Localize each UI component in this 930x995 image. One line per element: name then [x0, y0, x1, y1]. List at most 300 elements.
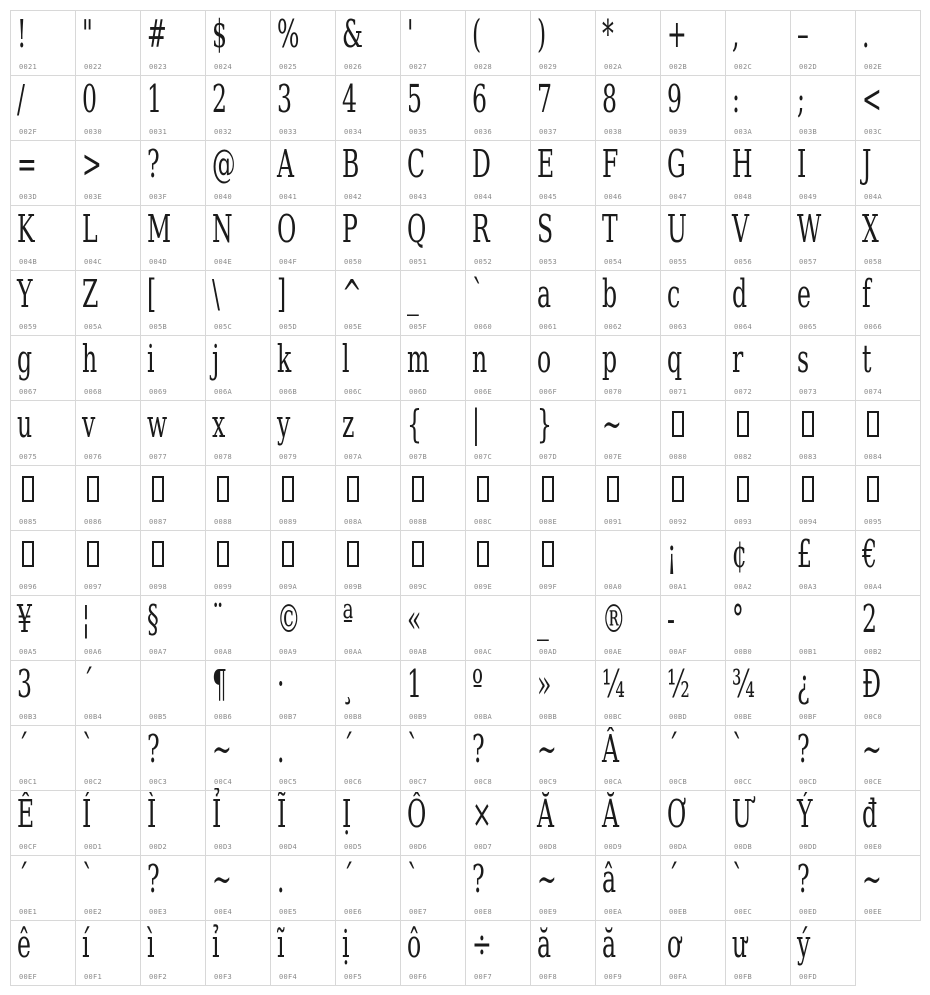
glyph-cell-0064 [726, 271, 791, 336]
glyph-char: Ê [17, 792, 35, 836]
glyph-code-label: 00B5 [149, 713, 168, 721]
glyph-char: ´ [667, 727, 679, 771]
glyph-char: « [407, 597, 422, 641]
glyph-cell-0058 [856, 206, 921, 271]
glyph-char: Ư [732, 792, 752, 836]
glyph-cell-0071 [661, 336, 726, 401]
glyph-code-label: 00A3 [799, 583, 818, 591]
glyph-cell-0054 [596, 206, 661, 271]
glyph-cell-00D2 [141, 791, 206, 856]
glyph-code-label: 0075 [19, 453, 38, 461]
glyph-cell-00E0 [856, 791, 921, 856]
glyph-code-label: 00A8 [214, 648, 233, 656]
glyph-cell-009C [401, 531, 466, 596]
glyph-cell-00EA [596, 856, 661, 921]
glyph-char: V [732, 207, 750, 251]
glyph-char: n [472, 337, 488, 381]
glyph-code-label: 0028 [474, 63, 493, 71]
glyph-code-label: 0066 [864, 323, 883, 331]
glyph-code-label: 00D6 [409, 843, 428, 851]
glyph-code-label: 0042 [344, 193, 363, 201]
glyph-char: g [17, 337, 33, 381]
glyph-code-label: 0031 [149, 128, 168, 136]
glyph-code-label: 0051 [409, 258, 428, 266]
glyph-cell-006F [531, 336, 596, 401]
glyph-code-label: 002C [734, 63, 753, 71]
glyph-char: ¿ [797, 662, 810, 706]
notdef-box-icon [672, 476, 684, 502]
glyph-cell-00FD [791, 921, 856, 986]
glyph-code-label: 00CC [734, 778, 753, 786]
glyph-code-label: 0053 [539, 258, 558, 266]
notdef-box-icon [347, 541, 359, 567]
glyph-char: v [82, 402, 96, 446]
glyph-code-label: 00A9 [279, 648, 298, 656]
glyph-code-label: 00E6 [344, 908, 363, 916]
notdef-box-icon [22, 541, 34, 567]
glyph-cell-002E [856, 11, 921, 76]
glyph-cell-0095 [856, 466, 921, 531]
glyph-char: ê [17, 922, 31, 966]
glyph-char: ` [732, 727, 744, 771]
glyph-cell-0076 [76, 401, 141, 466]
glyph-char: º [472, 662, 484, 706]
glyph-char: 3 [17, 662, 32, 706]
notdef-box-icon [152, 476, 164, 502]
glyph-char: ½ [667, 662, 690, 706]
glyph-code-label: 00C4 [214, 778, 233, 786]
glyph-cell-00A8 [206, 596, 271, 661]
glyph-char: l [342, 337, 350, 381]
glyph-char: ? [147, 142, 160, 186]
glyph-code-label: 00B7 [279, 713, 298, 721]
notdef-box-icon [347, 476, 359, 502]
glyph-char: _ [407, 272, 419, 316]
glyph-cell-009E [466, 531, 531, 596]
glyph-cell-00AE [596, 596, 661, 661]
glyph-cell-003A [726, 76, 791, 141]
glyph-cell-008A [336, 466, 401, 531]
glyph-cell-0067 [11, 336, 76, 401]
glyph-code-label: 0035 [409, 128, 428, 136]
glyph-code-label: 00A1 [669, 583, 688, 591]
glyph-code-label: 0038 [604, 128, 623, 136]
glyph-cell-006C [336, 336, 401, 401]
glyph-cell-002A [596, 11, 661, 76]
glyph-cell-003B [791, 76, 856, 141]
glyph-char: ĩ [277, 922, 285, 966]
glyph-code-label: 007E [604, 453, 623, 461]
notdef-box-icon [217, 541, 229, 567]
glyph-code-label: 00FA [669, 973, 688, 981]
glyph-code-label: 00AE [604, 648, 623, 656]
glyph-cell-006E [466, 336, 531, 401]
glyph-char: . [277, 857, 285, 901]
glyph-char: 7 [537, 77, 552, 121]
glyph-code-label: 0050 [344, 258, 363, 266]
glyph-cell-00A1 [661, 531, 726, 596]
glyph-cell-00B9 [401, 661, 466, 726]
glyph-char: ? [472, 857, 485, 901]
glyph-code-label: 00ED [799, 908, 818, 916]
glyph-cell-00C4 [206, 726, 271, 791]
glyph-char: Ị [342, 792, 352, 836]
glyph-cell-0031 [141, 76, 206, 141]
glyph-cell-00E4 [206, 856, 271, 921]
glyph-cell-00B0 [726, 596, 791, 661]
glyph-cell-00E6 [336, 856, 401, 921]
glyph-char: ì [147, 922, 155, 966]
glyph-code-label: 0096 [19, 583, 38, 591]
glyph-char: ~ [537, 727, 557, 771]
glyph-char: E [537, 142, 555, 186]
glyph-code-label: 00E4 [214, 908, 233, 916]
glyph-cell-008C [466, 466, 531, 531]
glyph-char: [ [147, 272, 157, 316]
glyph-cell-00FA [661, 921, 726, 986]
glyph-cell-0022 [76, 11, 141, 76]
glyph-code-label: 0082 [734, 453, 753, 461]
glyph-cell-006D [401, 336, 466, 401]
notdef-box-icon [802, 411, 814, 437]
glyph-grid [10, 10, 921, 986]
glyph-char: ] [277, 272, 287, 316]
glyph-cell-00AD [531, 596, 596, 661]
glyph-code-label: 00F6 [409, 973, 428, 981]
glyph-cell-006A [206, 336, 271, 401]
glyph-code-label: 003B [799, 128, 818, 136]
glyph-code-label: 005C [214, 323, 233, 331]
glyph-code-label: 00C1 [19, 778, 38, 786]
glyph-char: U [667, 207, 687, 251]
glyph-code-label: 0072 [734, 388, 753, 396]
glyph-cell-0087 [141, 466, 206, 531]
glyph-code-label: 00B2 [864, 648, 883, 656]
glyph-code-label: 009F [539, 583, 558, 591]
glyph-cell-007D [531, 401, 596, 466]
glyph-char: p [602, 337, 618, 381]
glyph-code-label: 0080 [669, 453, 688, 461]
glyph-char: = [17, 142, 37, 186]
glyph-cell-00E1 [11, 856, 76, 921]
glyph-code-label: 0045 [539, 193, 558, 201]
glyph-cell-007C [466, 401, 531, 466]
glyph-cell-00B6 [206, 661, 271, 726]
glyph-code-label: 002D [799, 63, 818, 71]
glyph-char: ơ [667, 922, 682, 966]
glyph-code-label: 005A [84, 323, 103, 331]
glyph-char: 5 [407, 77, 422, 121]
glyph-cell-002F [11, 76, 76, 141]
glyph-char: ? [147, 727, 160, 771]
glyph-char: O [277, 207, 297, 251]
glyph-cell-0051 [401, 206, 466, 271]
glyph-code-label: 0097 [84, 583, 103, 591]
glyph-cell-00B7 [271, 661, 336, 726]
glyph-cell-0040 [206, 141, 271, 206]
glyph-cell-003C [856, 76, 921, 141]
glyph-cell-007B [401, 401, 466, 466]
glyph-code-label: 00AD [539, 648, 558, 656]
glyph-cell-0047 [661, 141, 726, 206]
glyph-code-label: 00CE [864, 778, 883, 786]
glyph-code-label: 00A4 [864, 583, 883, 591]
glyph-char: # [147, 12, 167, 56]
notdef-box-icon [607, 476, 619, 502]
glyph-char: ỉ [212, 922, 220, 966]
notdef-box-icon [867, 411, 879, 437]
glyph-code-label: 00C9 [539, 778, 558, 786]
glyph-char: % [277, 12, 300, 56]
glyph-cell-00D4 [271, 791, 336, 856]
glyph-char: ¡ [667, 532, 677, 576]
glyph-code-label: 0030 [84, 128, 103, 136]
glyph-char: ` [82, 727, 94, 771]
glyph-cell-00D9 [596, 791, 661, 856]
glyph-cell-0038 [596, 76, 661, 141]
glyph-char: _ [537, 597, 549, 641]
glyph-char: a [537, 272, 552, 316]
glyph-cell-00D5 [336, 791, 401, 856]
glyph-cell-0082 [726, 401, 791, 466]
glyph-cell-00AA [336, 596, 401, 661]
glyph-cell-00A2 [726, 531, 791, 596]
glyph-code-label: 005E [344, 323, 363, 331]
glyph-char: ´ [667, 857, 679, 901]
glyph-code-label: 00CD [799, 778, 818, 786]
glyph-code-label: 007D [539, 453, 558, 461]
glyph-char: ? [472, 727, 485, 771]
glyph-code-label: 0054 [604, 258, 623, 266]
glyph-cell-00EF [11, 921, 76, 986]
glyph-cell-00ED [791, 856, 856, 921]
glyph-char: ý [797, 922, 811, 966]
glyph-code-label: 0024 [214, 63, 233, 71]
glyph-cell-00DD [791, 791, 856, 856]
glyph-cell-00BA [466, 661, 531, 726]
glyph-cell-00AF [661, 596, 726, 661]
glyph-code-label: 00E7 [409, 908, 428, 916]
glyph-cell-0089 [271, 466, 336, 531]
glyph-cell-0023 [141, 11, 206, 76]
glyph-code-label: 007C [474, 453, 493, 461]
glyph-char: 8 [602, 77, 617, 121]
glyph-char: § [147, 597, 159, 641]
glyph-code-label: 003F [149, 193, 168, 201]
glyph-char: 2 [862, 597, 877, 641]
glyph-code-label: 00AB [409, 648, 428, 656]
glyph-char: A [277, 142, 295, 186]
glyph-code-label: 0027 [409, 63, 428, 71]
glyph-char: / [17, 77, 25, 121]
glyph-char: r [732, 337, 744, 381]
glyph-cell-0021 [11, 11, 76, 76]
glyph-code-label: 0091 [604, 518, 623, 526]
glyph-cell-0074 [856, 336, 921, 401]
glyph-code-label: 00FD [799, 973, 818, 981]
glyph-char: f [862, 272, 871, 316]
glyph-code-label: 00E9 [539, 908, 558, 916]
glyph-cell-00A4 [856, 531, 921, 596]
glyph-cell-005F [401, 271, 466, 336]
glyph-char: ÷ [472, 922, 492, 966]
glyph-cell-0086 [76, 466, 141, 531]
glyph-code-label: 008E [539, 518, 558, 526]
glyph-char: t [862, 337, 872, 381]
glyph-code-label: 0092 [669, 518, 688, 526]
glyph-code-label: 00EE [864, 908, 883, 916]
glyph-code-label: 0088 [214, 518, 233, 526]
glyph-code-label: 00E5 [279, 908, 298, 916]
glyph-cell-00C8 [466, 726, 531, 791]
glyph-cell-004B [11, 206, 76, 271]
glyph-char: ô [407, 922, 422, 966]
notdef-box-icon [282, 541, 294, 567]
glyph-cell-00F6 [401, 921, 466, 986]
glyph-code-label: 008B [409, 518, 428, 526]
glyph-code-label: 00B1 [799, 648, 818, 656]
glyph-cell-00E2 [76, 856, 141, 921]
glyph-cell-0030 [76, 76, 141, 141]
glyph-code-label: 0032 [214, 128, 233, 136]
glyph-code-label: 0060 [474, 323, 493, 331]
glyph-char: ă [537, 922, 552, 966]
glyph-cell-005E [336, 271, 401, 336]
glyph-char: ' [407, 12, 414, 56]
glyph-char: Â [602, 727, 620, 771]
glyph-cell-00D7 [466, 791, 531, 856]
glyph-char: W [797, 207, 822, 251]
notdef-box-icon [217, 476, 229, 502]
glyph-char: ~ [602, 402, 622, 446]
glyph-char: x [212, 402, 226, 446]
glyph-cell-00F8 [531, 921, 596, 986]
glyph-cell-00B4 [76, 661, 141, 726]
glyph-cell-0066 [856, 271, 921, 336]
glyph-char: ¦ [82, 597, 90, 641]
glyph-char: < [862, 77, 882, 121]
glyph-code-label: 003D [19, 193, 38, 201]
glyph-code-label: 0064 [734, 323, 753, 331]
glyph-code-label: 0078 [214, 453, 233, 461]
glyph-code-label: 004D [149, 258, 168, 266]
glyph-code-label: 0085 [19, 518, 38, 526]
glyph-code-label: 0048 [734, 193, 753, 201]
glyph-char: > [82, 142, 102, 186]
glyph-cell-004C [76, 206, 141, 271]
glyph-code-label: 00E8 [474, 908, 493, 916]
glyph-char: ị [342, 922, 350, 966]
glyph-char: ¸ [342, 662, 354, 706]
glyph-char: y [277, 402, 291, 446]
glyph-cell-0059 [11, 271, 76, 336]
glyph-cell-00B1 [791, 596, 856, 661]
glyph-code-label: 0079 [279, 453, 298, 461]
glyph-code-label: 009B [344, 583, 363, 591]
glyph-code-label: 0068 [84, 388, 103, 396]
notdef-box-icon [867, 476, 879, 502]
glyph-char: ` [407, 727, 419, 771]
glyph-code-label: 003E [84, 193, 103, 201]
glyph-cell-0043 [401, 141, 466, 206]
glyph-code-label: 0052 [474, 258, 493, 266]
glyph-cell-00BE [726, 661, 791, 726]
glyph-code-label: 0083 [799, 453, 818, 461]
glyph-cell-00C0 [856, 661, 921, 726]
glyph-cell-0049 [791, 141, 856, 206]
glyph-char: ư [732, 922, 748, 966]
glyph-cell-0096 [11, 531, 76, 596]
glyph-char: C [407, 142, 426, 186]
glyph-code-label: 00BD [669, 713, 688, 721]
notdef-box-icon [87, 541, 99, 567]
glyph-cell-00D6 [401, 791, 466, 856]
glyph-cell-0034 [336, 76, 401, 141]
glyph-cell-00B5 [141, 661, 206, 726]
glyph-cell-002D [791, 11, 856, 76]
glyph-cell-00E3 [141, 856, 206, 921]
glyph-char: ¢ [732, 532, 747, 576]
glyph-code-label: 00C2 [84, 778, 103, 786]
glyph-cell-0027 [401, 11, 466, 76]
glyph-cell-002B [661, 11, 726, 76]
notdef-box-icon [87, 476, 99, 502]
glyph-char: ) [537, 12, 547, 56]
notdef-box-icon [152, 541, 164, 567]
glyph-char: R [472, 207, 490, 251]
glyph-code-label: 00FB [734, 973, 753, 981]
glyph-code-label: 0043 [409, 193, 428, 201]
glyph-code-label: 0037 [539, 128, 558, 136]
glyph-char: Ơ [667, 792, 687, 836]
glyph-char: ¥ [17, 597, 32, 641]
glyph-cell-0085 [11, 466, 76, 531]
glyph-char: b [602, 272, 618, 316]
glyph-cell-0068 [76, 336, 141, 401]
glyph-code-label: 005F [409, 323, 428, 331]
glyph-code-label: 008C [474, 518, 493, 526]
glyph-code-label: 009E [474, 583, 493, 591]
glyph-char: 1 [407, 662, 422, 706]
glyph-cell-004F [271, 206, 336, 271]
glyph-code-label: 00D7 [474, 843, 493, 851]
glyph-code-label: 0063 [669, 323, 688, 331]
glyph-cell-00BF [791, 661, 856, 726]
glyph-code-label: 00D1 [84, 843, 103, 851]
glyph-code-label: 0098 [149, 583, 168, 591]
glyph-char: N [212, 207, 233, 251]
glyph-char: ? [797, 857, 810, 901]
notdef-box-icon [412, 476, 424, 502]
glyph-code-label: 00B3 [19, 713, 38, 721]
glyph-char: ( [472, 12, 482, 56]
glyph-char: S [537, 207, 554, 251]
glyph-cell-0041 [271, 141, 336, 206]
glyph-char: Ă [537, 792, 555, 836]
glyph-cell-0060 [466, 271, 531, 336]
glyph-code-label: 0062 [604, 323, 623, 331]
glyph-cell-0079 [271, 401, 336, 466]
glyph-char: – [797, 12, 809, 56]
glyph-cell-0093 [726, 466, 791, 531]
glyph-code-label: 0094 [799, 518, 818, 526]
glyph-char: X [862, 207, 879, 251]
glyph-cell-005C [206, 271, 271, 336]
glyph-cell-0046 [596, 141, 661, 206]
glyph-char: Y [17, 272, 33, 316]
glyph-code-label: 008A [344, 518, 363, 526]
glyph-code-label: 00A5 [19, 648, 38, 656]
